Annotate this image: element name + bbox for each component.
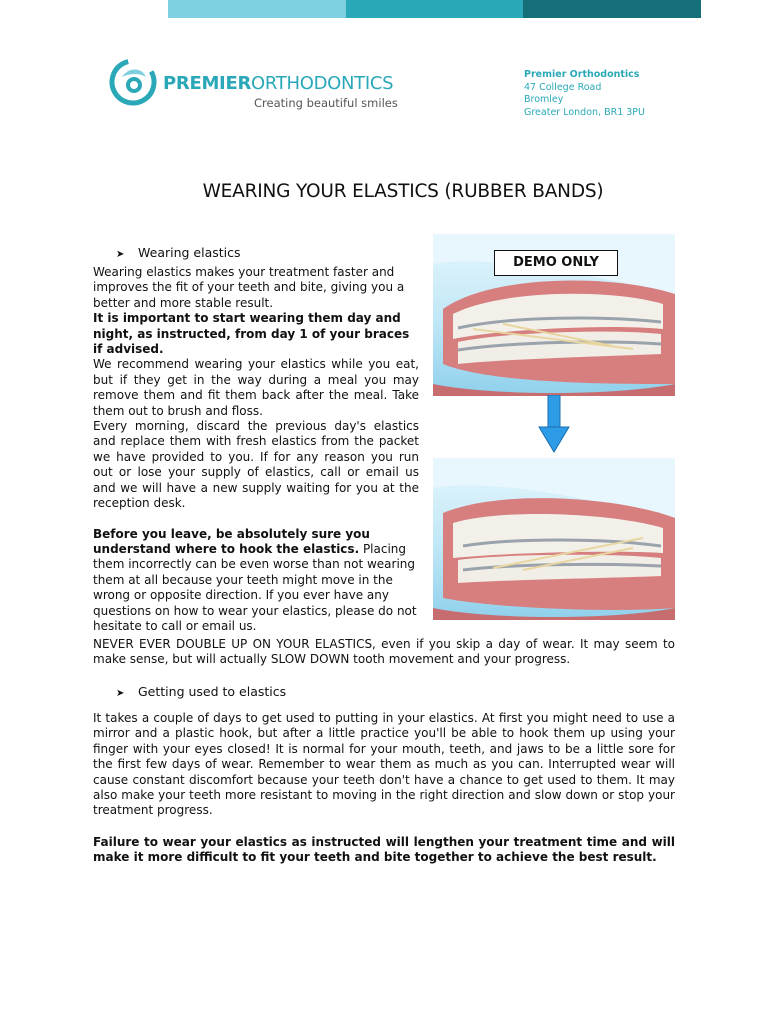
braces-photo-after	[433, 458, 675, 620]
address-line: Greater London, BR1 3PU	[524, 106, 645, 118]
address-line: Bromley	[524, 94, 564, 105]
header-bar-mid	[346, 0, 523, 18]
header-bar-light	[168, 0, 346, 18]
paragraph-failure-warning: Failure to wear your elastics as instructed will lengthen your treatment time and will make it more difficult to fit your teeth and bite together to achieve the best result.	[93, 835, 675, 865]
hook-warning-bold: Before you leave, be absolutely sure you understand where to hook the elastics.	[93, 526, 370, 556]
practice-address	[524, 69, 645, 119]
header-bar-dark	[523, 0, 701, 18]
brand-name: PREMIERORTHODONTICS	[163, 73, 394, 94]
company-logo	[108, 55, 398, 110]
section-heading-getting-used	[116, 684, 286, 699]
paragraph: Wearing elastics makes your treatment faster and improves the fit of your teeth and bite, giving you a better and more stable result.	[93, 265, 405, 310]
hook-warning-rest: Placing them incorrectly can be even worse than not wearing them at all because your teeth might move in the wrong or opposite direction. If you ever have any questions on how to wear your elastics, please do not hesitate to call or email us.	[93, 541, 417, 633]
down-arrow-icon	[538, 395, 570, 453]
paragraph-double-up-warning: NEVER EVER DOUBLE UP ON YOUR ELASTICS, even if you skip a day of wear. It may seem to make sense, but will actually SLOW DOWN tooth movement and your progress.	[93, 637, 675, 667]
paragraph: Every morning, discard the previous day's elastics and replace them with fresh elastics from the packet we have provided to you. If for any reason you run out or lose your supply of elastics, call or email us and we will have a new supply waiting for you at the reception desk.	[93, 419, 419, 511]
demo-only-label: DEMO ONLY	[494, 250, 618, 276]
paragraph: We recommend wearing your elastics while you eat, but if they get in the way during a meal you may remove them and fit them back after the meal. Take them out to brush and floss.	[93, 357, 419, 418]
address-org: Premier Orthodontics	[524, 69, 640, 80]
arrow-bullet-icon: ➤	[116, 688, 125, 699]
section-heading-wearing	[116, 245, 241, 260]
logo-mark-icon	[108, 55, 160, 107]
paragraph: It takes a couple of days to get used to putting in your elastics. At first you might need to use a mirror and a plastic hook, but after a little practice you'll be able to hook them up using your finger with your eyes closed! It is normal for your mouth, teeth, and jaws to be a little sore for the first few days of wear. Remember to wear them as much as you can. Interrupted wear will cause constant discomfort because your teeth don't have a chance to get used to them. It may also make your teeth more resistant to moving in the right direction and slow down or stop your treatment progress.	[93, 711, 675, 818]
address-line: 47 College Road	[524, 81, 602, 93]
section-heading-text: Getting used to elastics	[138, 684, 287, 699]
section-heading-text: Wearing elastics	[138, 245, 241, 260]
brand-tagline: Creating beautiful smiles	[254, 96, 398, 110]
section1-body	[93, 265, 419, 634]
arrow-bullet-icon: ➤	[116, 249, 125, 260]
paragraph-hook-warning	[93, 527, 419, 635]
paragraph-important: It is important to start wearing them day and night, as instructed, from day 1 of your braces if advised.	[93, 311, 410, 357]
document-title: WEARING YOUR ELASTICS (RUBBER BANDS)	[202, 181, 604, 202]
